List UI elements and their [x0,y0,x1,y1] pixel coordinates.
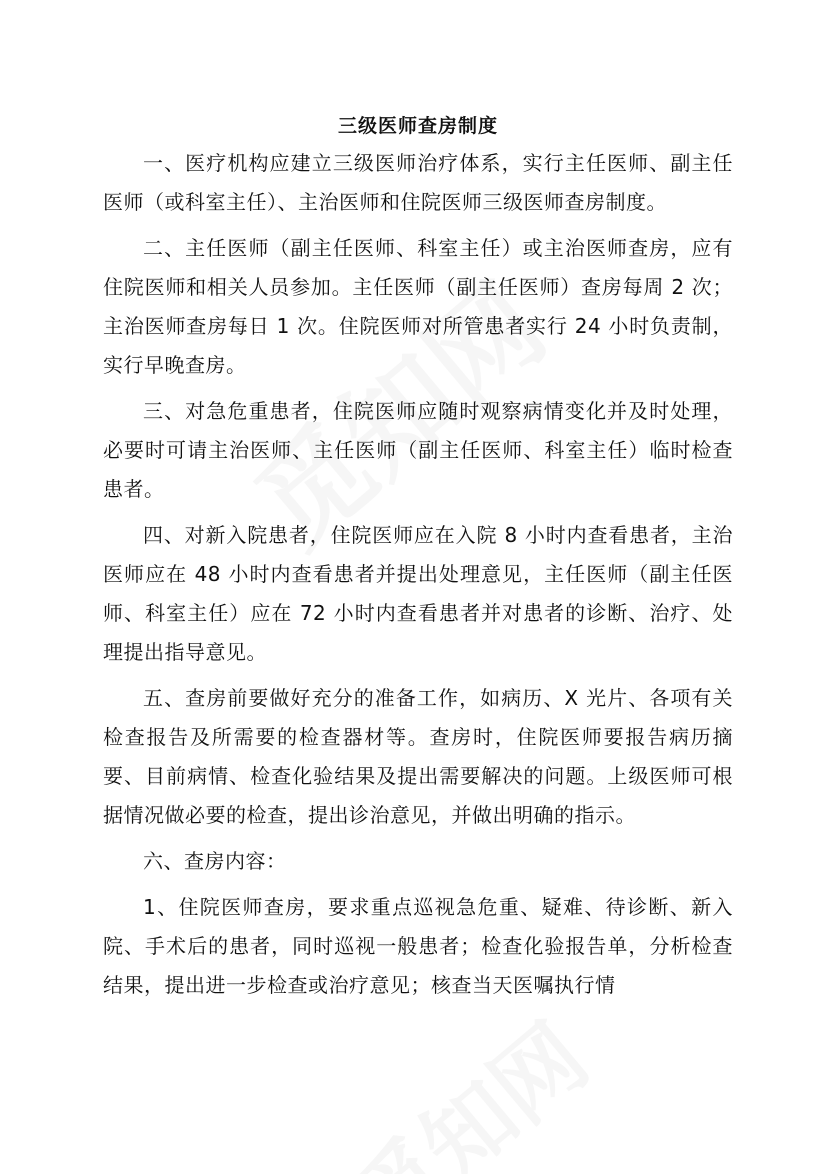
paragraph-2: 二、主任医师（副主任医师、科室主任）或主治医师查房，应有住院医师和相关人员参加。主任医师（副主任医师）查房每周 2 次；主治医师查房每日 1 次。住院医师对所管患者实行 24 小时负责制，实行早晚查房。 [103,236,733,377]
paragraph-6-item-1: 1、住院医师查房，要求重点巡视急危重、疑难、待诊断、新入院、手术后的患者，同时巡视一般患者；检查化验报告单，分析检查结果，提出进一步检查或治疗意见；核查当天医嘱执行情 [103,895,733,997]
page-title: 三级医师查房制度 [337,115,498,137]
paragraph-3: 三、对急危重患者，住院医师应随时观察病情变化并及时处理，必要时可请主治医师、主任医师（副主任医师、科室主任）临时检查患者。 [103,399,733,501]
watermark [320,988,610,1174]
paragraph-6-heading: 六、查房内容： [143,849,287,873]
paragraph-1: 一、医疗机构应建立三级医师治疗体系，实行主任医师、副主任医师（或科室主任）、主治医师和住院医师三级医师查房制度。 [103,151,733,214]
paragraph-4: 四、对新入院患者，住院医师应在入院 8 小时内查看患者，主治医师应在 48 小时内查看患者并提出处理意见，主任医师（副主任医师、科室主任）应在 72 小时内查看患者并对患者的诊断、治疗、处理提出指导意见。 [103,523,733,664]
document-body [103,108,733,1012]
paragraph-5: 五、查房前要做好充分的准备工作，如病历、X 光片、各项有关检查报告及所需要的检查器材等。查房时，住院医师要报告病历摘要、目前病情、检查化验结果及提出需要解决的问题。上级医师可根据情况做必要的检查，提出诊治意见，并做出明确的指示。 [103,686,733,827]
